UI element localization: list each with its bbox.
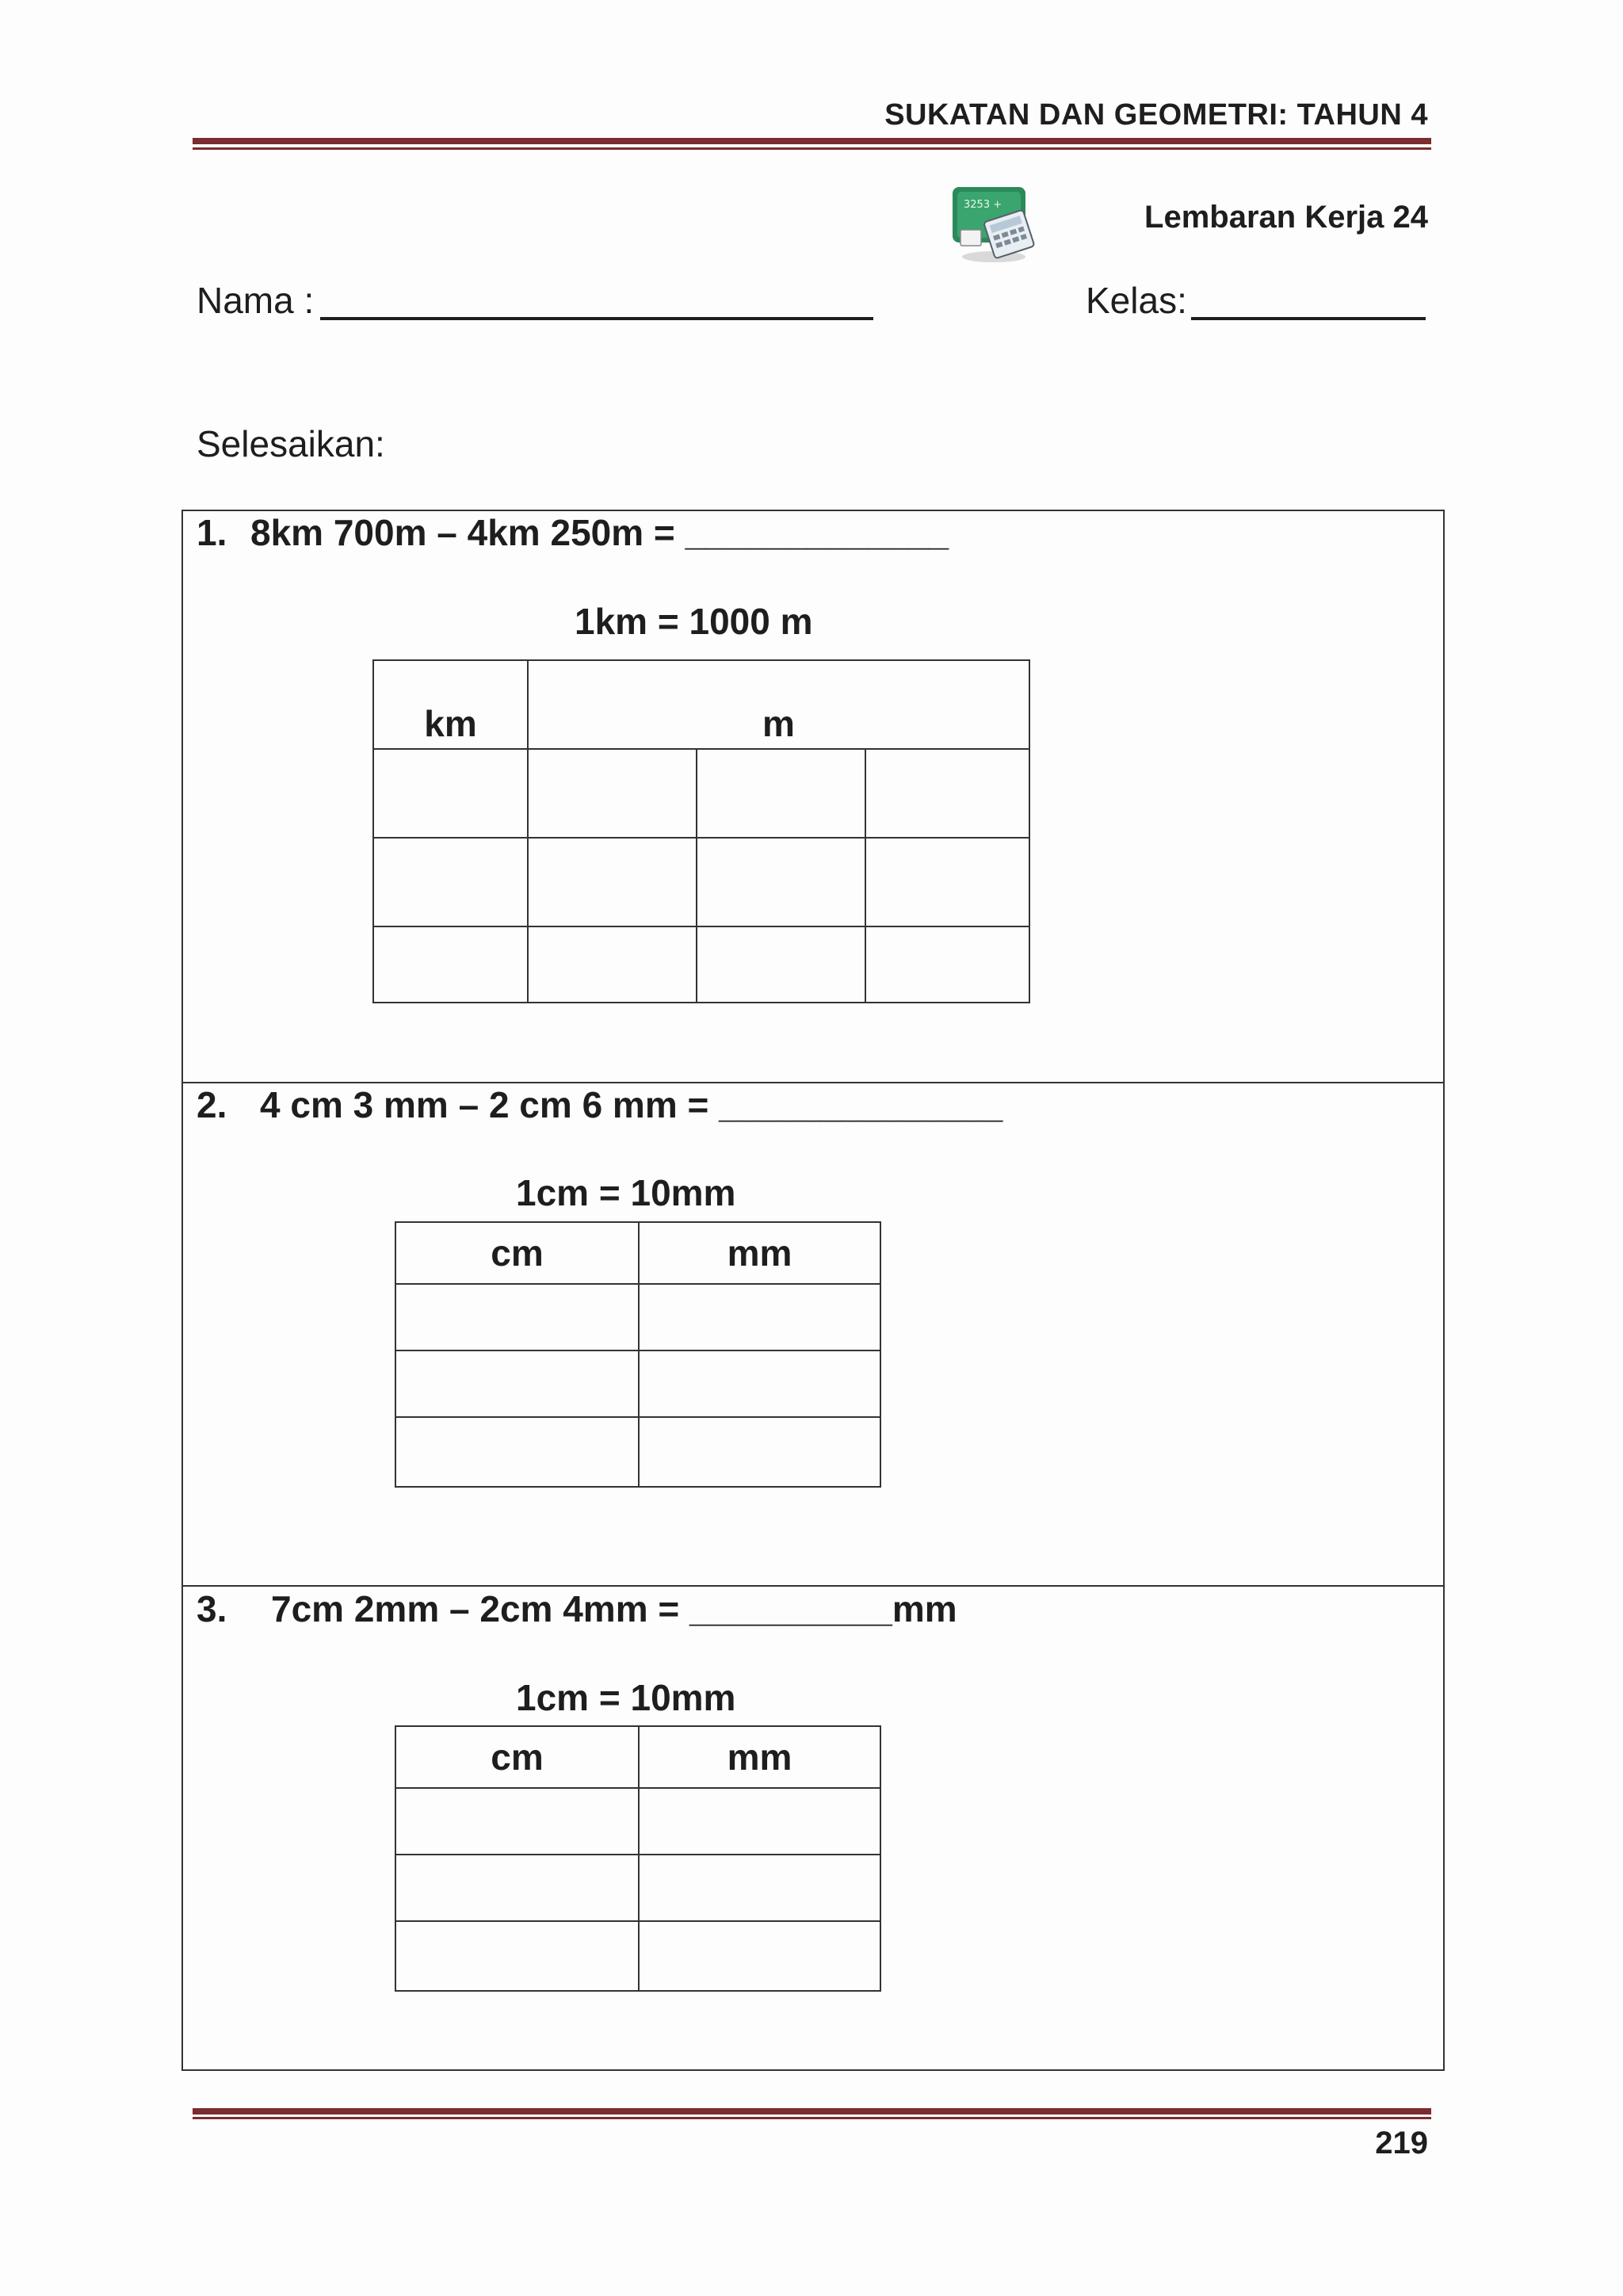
table-cell[interactable] xyxy=(639,1350,880,1417)
table-cell[interactable] xyxy=(639,1788,880,1855)
page-number: 219 xyxy=(1375,2126,1428,2160)
table-cell[interactable] xyxy=(528,838,697,926)
name-label: Nama : xyxy=(197,280,315,321)
table-header-mm: mm xyxy=(639,1222,880,1284)
table-cell[interactable] xyxy=(639,1284,880,1350)
table-cell[interactable] xyxy=(865,926,1029,1003)
table-cell[interactable] xyxy=(373,749,528,838)
table-cell[interactable] xyxy=(528,926,697,1003)
table-header-m: m xyxy=(528,660,1029,749)
question-1-number: 1. xyxy=(197,512,227,553)
table-cell[interactable] xyxy=(395,1417,639,1487)
worksheet-title: Lembaran Kerja 24 xyxy=(1144,200,1428,235)
question-2-place-value-table xyxy=(395,1221,881,1488)
header-rule xyxy=(193,138,1431,144)
question-2-conversion: 1cm = 10mm xyxy=(516,1172,736,1213)
table-cell[interactable] xyxy=(395,1921,639,1991)
question-3-place-value-table xyxy=(395,1725,881,1992)
question-1-place-value-table xyxy=(372,659,1030,1003)
table-header-cm: cm xyxy=(395,1222,639,1284)
table-cell[interactable] xyxy=(697,749,865,838)
question-3-number: 3. xyxy=(197,1588,227,1629)
footer-rule-thin xyxy=(193,2117,1431,2119)
table-cell[interactable] xyxy=(697,926,865,1003)
class-label: Kelas: xyxy=(1086,280,1187,321)
table-cell[interactable] xyxy=(639,1417,880,1487)
question-2-text: 4 cm 3 mm – 2 cm 6 mm = ______________ xyxy=(260,1084,1003,1125)
table-cell[interactable] xyxy=(697,838,865,926)
table-header-cm: cm xyxy=(395,1726,639,1788)
table-cell[interactable] xyxy=(395,1855,639,1921)
question-1-text: 8km 700m – 4km 250m = _____________ xyxy=(250,512,949,553)
table-cell[interactable] xyxy=(395,1788,639,1855)
question-3-conversion: 1cm = 10mm xyxy=(516,1677,736,1718)
question-1-conversion: 1km = 1000 m xyxy=(575,601,813,642)
table-cell[interactable] xyxy=(373,838,528,926)
name-field[interactable] xyxy=(320,317,873,320)
class-field[interactable] xyxy=(1191,317,1426,320)
table-cell[interactable] xyxy=(639,1855,880,1921)
footer-rule xyxy=(193,2108,1431,2115)
logo-text: 3253 + xyxy=(964,199,1002,211)
table-cell[interactable] xyxy=(865,749,1029,838)
instruction-text: Selesaikan: xyxy=(197,423,385,464)
table-header-km: km xyxy=(373,660,528,749)
question-3-text: 7cm 2mm – 2cm 4mm = __________mm xyxy=(271,1588,957,1629)
chalkboard-calculator-icon xyxy=(945,181,1048,268)
table-cell[interactable] xyxy=(865,838,1029,926)
header-rule-thin xyxy=(193,147,1431,150)
question-2-number: 2. xyxy=(197,1084,227,1125)
table-cell[interactable] xyxy=(395,1350,639,1417)
table-cell[interactable] xyxy=(639,1921,880,1991)
book-title: SUKATAN DAN GEOMETRI: TAHUN 4 xyxy=(884,98,1428,132)
table-cell[interactable] xyxy=(395,1284,639,1350)
table-header-mm: mm xyxy=(639,1726,880,1788)
table-cell[interactable] xyxy=(373,926,528,1003)
table-cell[interactable] xyxy=(528,749,697,838)
